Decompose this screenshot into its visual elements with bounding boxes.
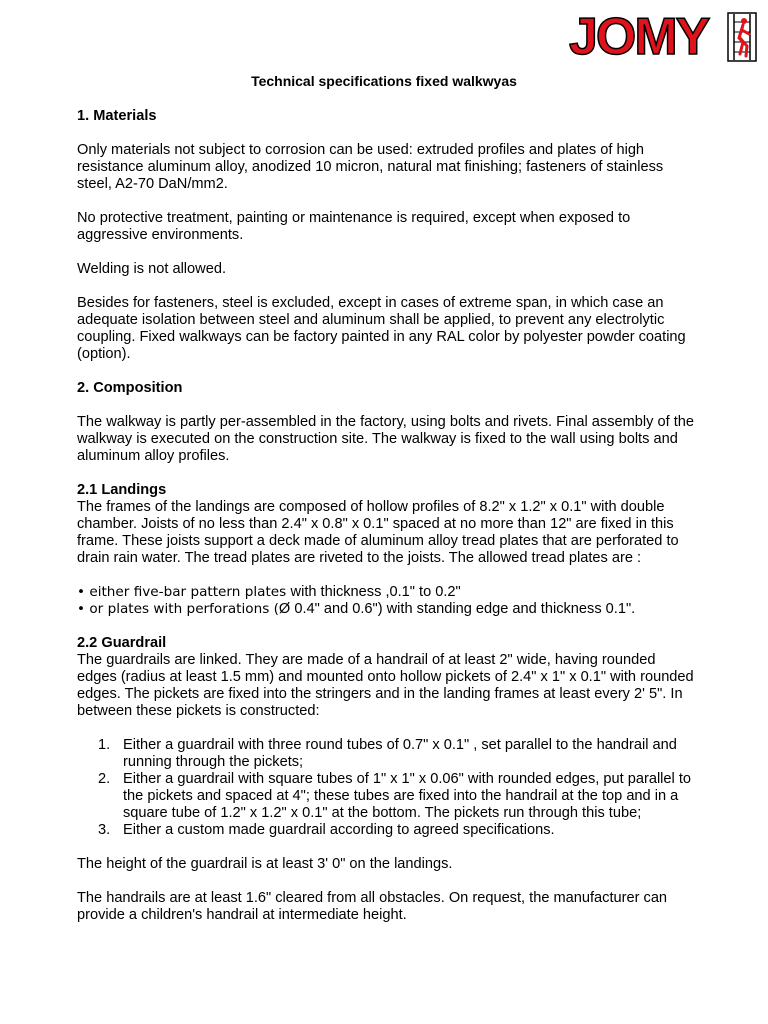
bullet-2-lead: • or plates with perforations ( (77, 601, 279, 617)
landings-bullet-1 (77, 584, 697, 601)
guardrail-paragraph-3: The handrails are at least 1.6" cleared from all obstacles. On request, the manufacturer can provide a children's handrail at intermediate height. (77, 890, 668, 923)
ladder-climber-icon (727, 12, 757, 62)
composition-paragraph-1: The walkway is partly per-assembled in the factory, using bolts and rivets. Final assembly of the walkway is executed on the construction site. The walkway is fixed to the wall using bolts and aluminum alloy profiles. (77, 414, 694, 464)
guardrail-paragraph-2: The height of the guardrail is at least 3' 0" on the landings. (77, 856, 453, 872)
logo-wordmark: JOMY (569, 8, 709, 66)
list-item (77, 771, 697, 822)
list-number: 2. (98, 771, 111, 787)
document-body (77, 108, 697, 924)
heading-composition: 2. Composition (77, 380, 183, 396)
list-number: 3. (98, 822, 111, 838)
list-item-text: Either a guardrail with square tubes of 1" x 1" x 0.06" with rounded edges, put parallel to the pickets and spaced at 4"; these tubes are fixed into the handrail at the top and in a square tube of 1.2" x 1.2" x 0.1" at the bottom. The pickets run through this tube; (123, 771, 692, 821)
list-number: 1. (98, 737, 111, 753)
materials-paragraph-1: Only materials not subject to corrosion can be used: extruded profiles and plates of high resistance aluminum alloy, anodized 10 micron, natural mat finishing; fasteners of stainless steel, A2-70 DaN/mm2. (77, 142, 664, 192)
materials-paragraph-3: Welding is not allowed. (77, 261, 226, 277)
list-item (77, 737, 697, 771)
landings-paragraph-1: The frames of the landings are composed of hollow profiles of 8.2" x 1.2" x 0.1" with double chamber. Joists of no less than 2.4" x 0.8" x 0.1" spaced at no more than 12" are fixed in this frame. These joists support a deck made of aluminum alloy tread plates that are perforated to drain rain water. The tread plates are riveted to the joists. The allowed tread plates are : (77, 499, 679, 566)
materials-paragraph-4: Besides for fasteners, steel is excluded, except in cases of extreme span, in which case an adequate isolation between steel and aluminum shall be applied, to prevent any electrolytic coupling. Fixed walkways can be factory painted in any RAL color by polyester powder coating (option). (77, 295, 686, 362)
heading-landings: 2.1 Landings (77, 482, 167, 498)
bullet-2-rest: Ø 0.4" and 0.6") with standing edge and thickness 0.1". (278, 601, 636, 617)
heading-guardrail: 2.2 Guardrail (77, 635, 167, 651)
bullet-1-lead: • either five-bar pattern plates (77, 584, 291, 600)
list-item (77, 822, 697, 839)
page-title: Technical specifications fixed walkwyas (251, 73, 517, 89)
heading-materials: 1. Materials (77, 108, 157, 124)
bullet-1-rest: with thickness ,0.1" to 0.2" (290, 584, 461, 600)
list-item-text: Either a custom made guardrail according to agreed specifications. (123, 822, 555, 838)
materials-paragraph-2: No protective treatment, painting or maintenance is required, except when exposed to aggressive environments. (77, 210, 631, 243)
brand-logo (569, 10, 759, 64)
guardrail-options-list (77, 737, 697, 839)
landings-bullet-2 (77, 601, 697, 618)
guardrail-paragraph-1: The guardrails are linked. They are made of a handrail of at least 2" wide, having rounded edges (radius at least 1.5 mm) and mounted onto hollow pickets of 2.4" x 1" x 0.1" with rounded edges. The pickets are fixed into the stringers and in the landing frames at least every 2' 5". In between these pickets is constructed: (77, 652, 694, 719)
list-item-text: Either a guardrail with three round tubes of 0.7" x 0.1" , set parallel to the handrail and running through the pickets; (123, 737, 677, 770)
